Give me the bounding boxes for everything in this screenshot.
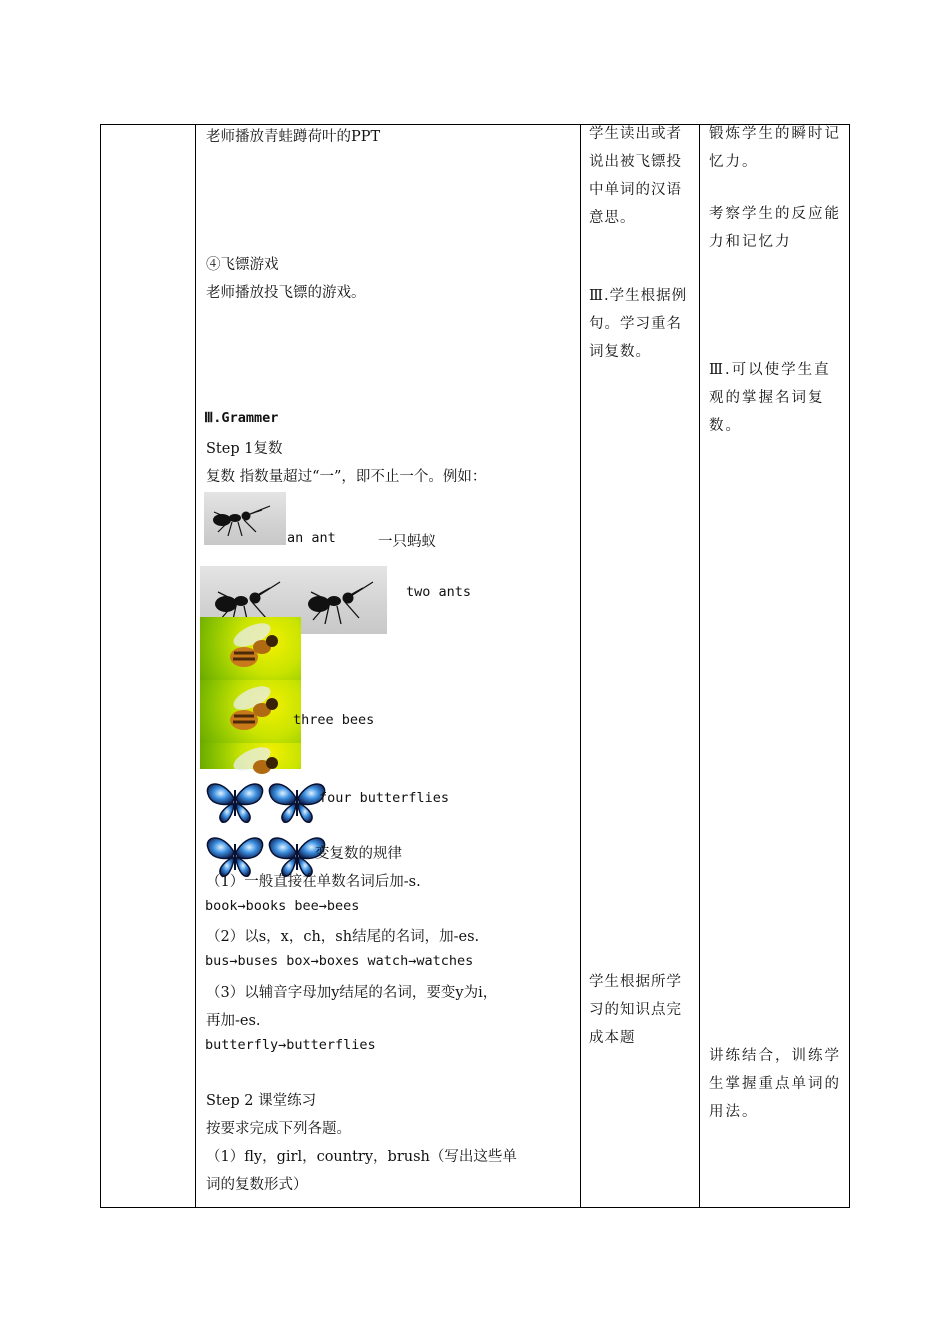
example3-en: three bees	[293, 712, 375, 728]
step1-title: Step 1复数	[206, 441, 283, 457]
table-right-border	[849, 124, 850, 1208]
rule2-example: bus→buses box→boxes watch→watches	[205, 953, 474, 969]
grammar-title: Ⅲ.Grammer	[204, 410, 279, 426]
bee-image	[200, 743, 301, 769]
bee-icon	[200, 743, 301, 769]
example1-cn: 一只蚂蚁	[378, 534, 436, 550]
bee-icon	[200, 680, 301, 743]
exercise1-line2: 词的复数形式）	[206, 1177, 308, 1193]
ant-icon	[204, 492, 286, 545]
plural-rules-title: 变复数的规律	[315, 846, 402, 862]
exercise1-line1: （1）fly，girl，country，brush（写出这些单	[206, 1149, 517, 1165]
student-activity-1: 学生读出或者说出被飞镖投中单词的汉语意思。	[589, 126, 682, 226]
column-divider-1	[195, 124, 196, 1208]
butterfly-icon	[204, 776, 328, 880]
example1-en: an ant	[287, 530, 336, 546]
example2-en: two ants	[406, 584, 472, 600]
table-left-border	[100, 124, 101, 1208]
design-intent-3: Ⅲ.可以使学生直观的掌握名词复数。	[709, 362, 831, 434]
design-intent-4: 讲练结合，训练学生掌握重点单词的用法。	[709, 1048, 841, 1120]
rule1-example: book→books bee→bees	[205, 898, 360, 914]
ant-image	[293, 566, 387, 634]
bee-image	[200, 680, 301, 743]
dart-game-text: 老师播放投飞镖的游戏。	[206, 285, 366, 301]
table-bottom-border	[100, 1207, 850, 1208]
design-intent-1: 锻炼学生的瞬时记忆力。	[709, 126, 841, 170]
plural-definition: 复数 指数量超过“一”，即不止一个。例如：	[206, 469, 487, 485]
column-divider-3	[699, 124, 700, 1208]
student-activity-3: 学生根据所学习的知识点完成本题	[589, 974, 682, 1046]
butterfly-image	[204, 776, 328, 880]
rule1-text: （1）一般直接在单数名词后加-s.	[206, 874, 421, 890]
rule3-example: butterfly→butterflies	[205, 1037, 376, 1053]
ant-icon	[293, 566, 387, 634]
bee-image	[200, 617, 301, 680]
dart-game-title: ④飞镖游戏	[206, 257, 279, 273]
exercise-intro: 按要求完成下列各题。	[206, 1121, 351, 1137]
column-divider-2	[580, 124, 581, 1208]
rule2-text: （2）以s，x，ch，sh结尾的名词，加-es.	[206, 929, 480, 945]
ant-image	[204, 492, 286, 545]
example4-en: four butterflies	[319, 790, 450, 806]
design-intent-2: 考察学生的反应能力和记忆力	[709, 206, 841, 250]
rule3-text-line2: 再加-es.	[206, 1013, 261, 1029]
frog-ppt-text: 老师播放青蛙蹲荷叶的PPT	[206, 129, 381, 145]
bee-icon	[200, 617, 301, 680]
rule3-text-line1: （3）以辅音字母加y结尾的名词，要变y为i，	[206, 985, 498, 1001]
student-activity-2: Ⅲ.学生根据例句。学习重名词复数。	[589, 288, 688, 360]
step2-title: Step 2 课堂练习	[206, 1093, 317, 1109]
